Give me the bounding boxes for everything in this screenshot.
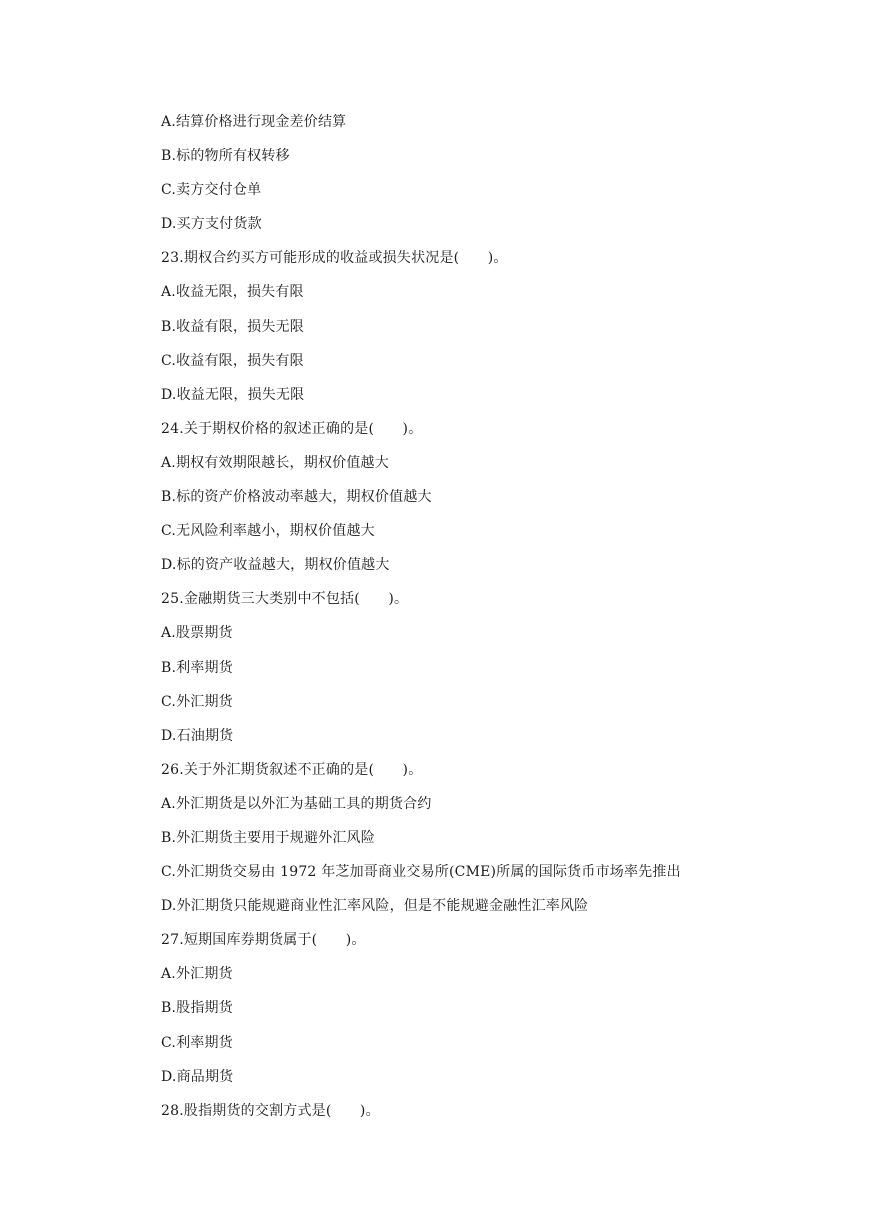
option-line: B.外汇期货主要用于规避外汇风险 [161,829,375,846]
question-line: 24.关于期权价格的叙述正确的是( )。 [161,420,423,437]
question-line: 26.关于外汇期货叙述不正确的是( )。 [161,761,423,778]
option-line: C.外汇期货 [161,693,233,710]
option-line: B.收益有限，损失无限 [161,318,304,335]
question-line: 23.期权合约买方可能形成的收益或损失状况是( )。 [161,250,508,267]
option-line: C.卖方交付仓单 [161,182,262,199]
question-line: 25.金融期货三大类别中不包括( )。 [161,591,409,608]
question-line: 27.短期国库券期货属于( )。 [161,932,366,949]
option-line: B.标的资产价格波动率越大，期权价值越大 [161,489,432,506]
option-line: C.收益有限，损失有限 [161,352,304,369]
option-line: A.外汇期货是以外汇为基础工具的期货合约 [161,795,432,812]
option-line: A.股票期货 [161,625,233,642]
question-line: 28.股指期货的交割方式是( )。 [161,1102,380,1119]
option-line: D.石油期货 [161,727,234,744]
option-line: D.商品期货 [161,1068,234,1085]
option-line: B.股指期货 [161,1000,233,1017]
option-line: C.无风险利率越小，期权价值越大 [161,523,375,540]
option-line: A.期权有效期限越长，期权价值越大 [161,454,389,471]
option-line: D.买方支付货款 [161,216,262,233]
option-line: C.外汇期货交易由 1972 年芝加哥商业交易所(CME)所属的国际货币市场率先推出 [161,864,681,881]
option-line: C.利率期货 [161,1034,233,1051]
option-line: B.利率期货 [161,659,233,676]
option-line: B.标的物所有权转移 [161,148,290,165]
option-line: D.标的资产收益越大，期权价值越大 [161,557,390,574]
option-line: A.收益无限，损失有限 [161,284,304,301]
option-line: A.结算价格进行现金差价结算 [161,114,347,130]
option-line: A.外汇期货 [161,966,233,983]
question-list [161,109,801,1132]
option-line: D.收益无限，损失无限 [161,386,305,403]
option-line: D.外汇期货只能规避商业性汇率风险，但是不能规避金融性汇率风险 [161,898,589,915]
